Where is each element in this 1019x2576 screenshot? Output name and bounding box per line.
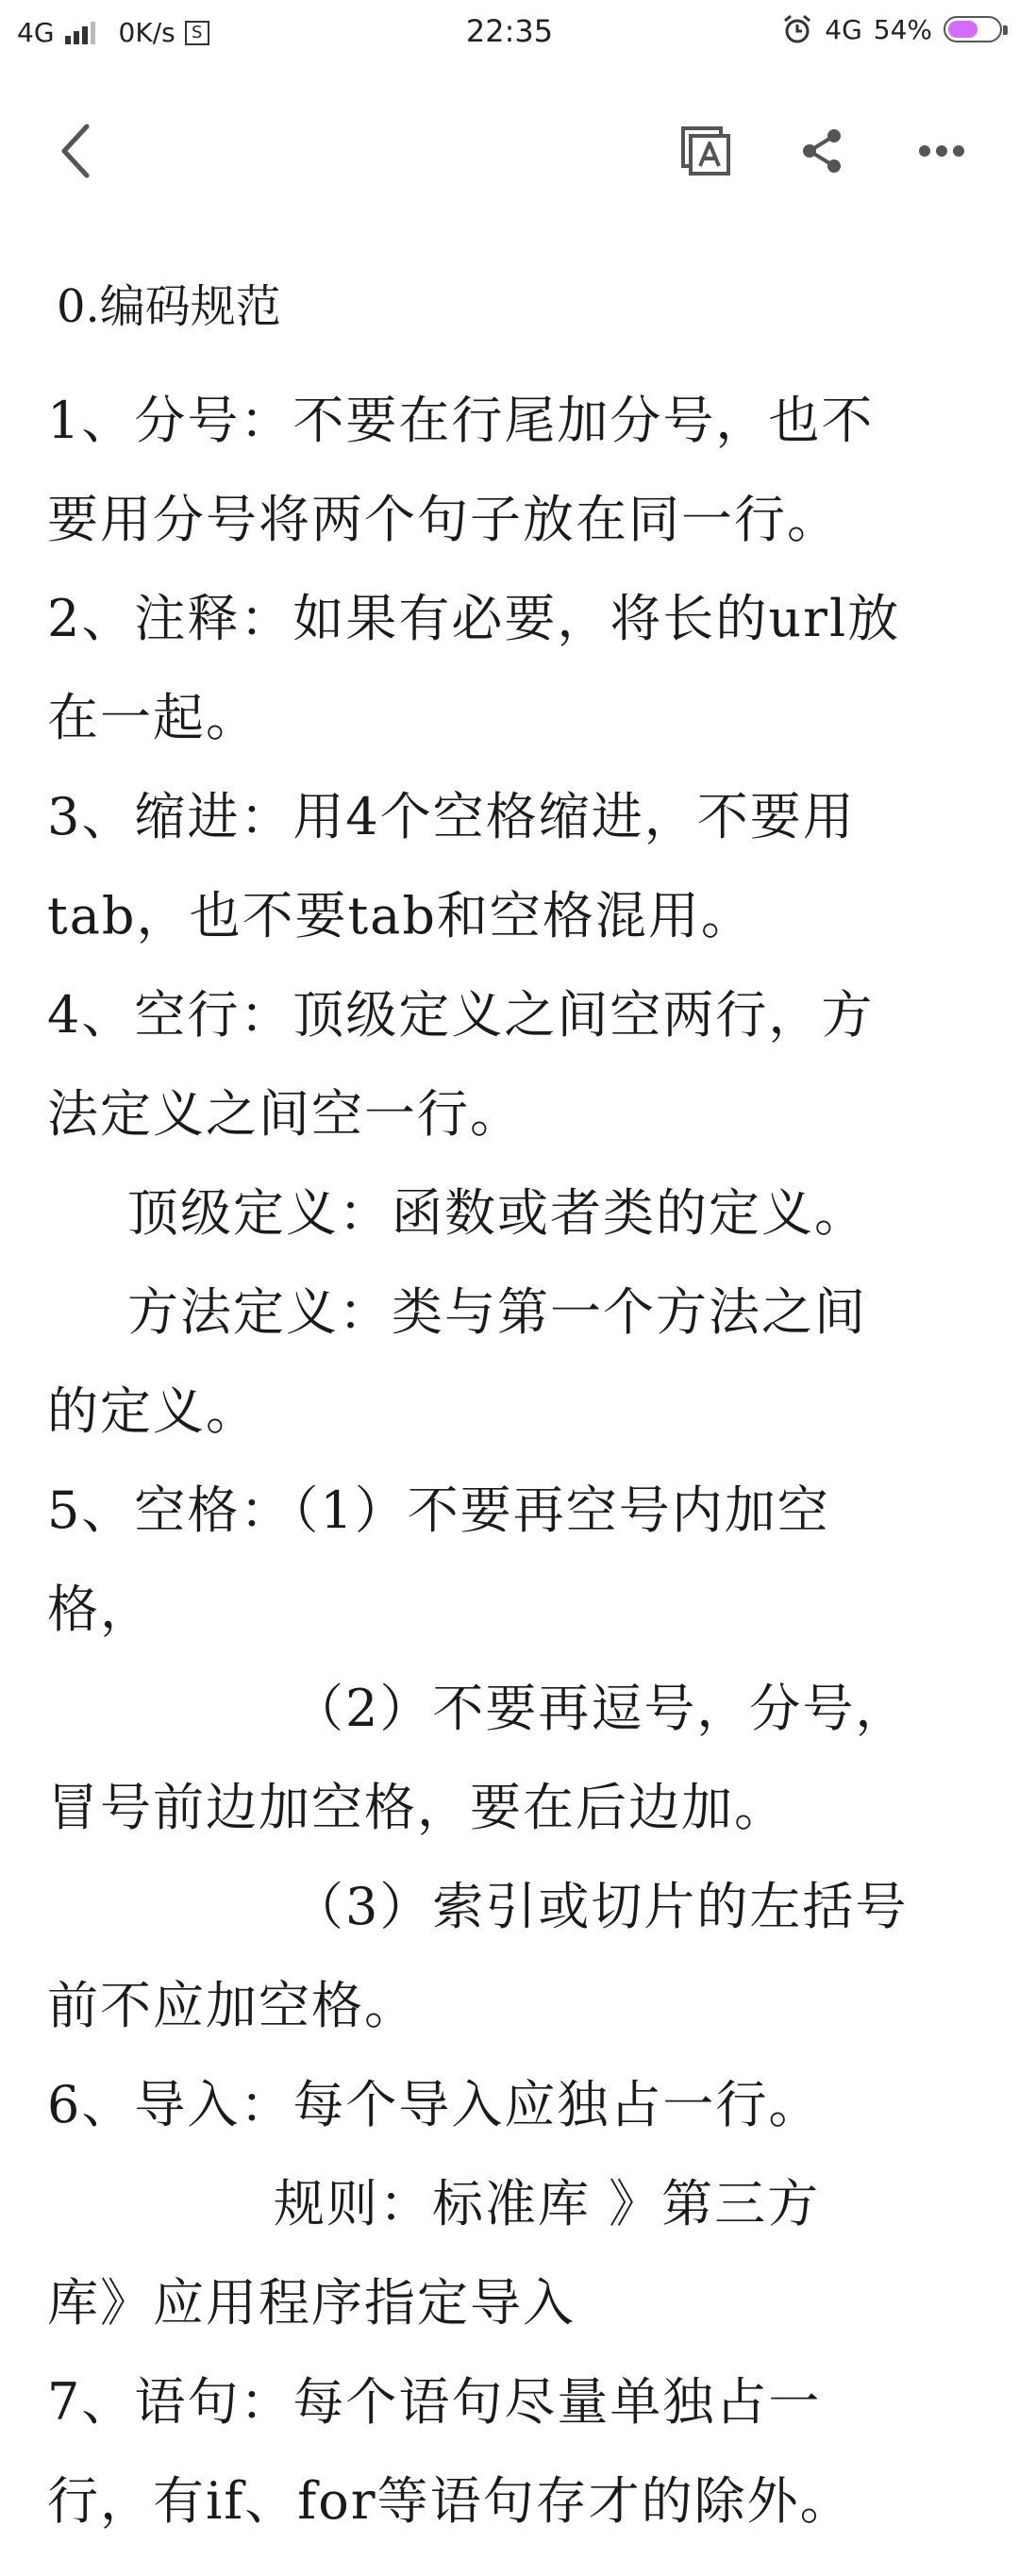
top-toolbar xyxy=(0,94,1019,208)
more-horizontal-icon xyxy=(918,144,965,158)
share-button[interactable] xyxy=(785,113,860,189)
text-line: （3）索引或切片的左括号 xyxy=(292,1877,909,1936)
status-bar xyxy=(0,0,1019,66)
text-line: 库》应用程序指定导入 xyxy=(47,2273,576,2333)
text-line: 规则：标准库 》第三方 xyxy=(274,2174,821,2233)
translate-button[interactable] xyxy=(668,113,743,189)
text-line: 2、注释：如果有必要，将长的url放 xyxy=(47,589,901,648)
network-label-left: 4G xyxy=(17,17,55,48)
text-line: 前不应加空格。 xyxy=(47,1976,417,2035)
battery-level-fill xyxy=(948,21,977,38)
text-line: 顶级定义：函数或者类的定义。 xyxy=(127,1183,867,1243)
network-label-right: 4G xyxy=(825,13,862,45)
share-icon xyxy=(800,126,845,176)
back-button[interactable] xyxy=(38,113,113,189)
battery-icon xyxy=(944,16,1002,42)
text-line: 行，有if、for等语句存才的除外。 xyxy=(47,2471,853,2531)
article-title: 0.编码规范 xyxy=(57,280,281,333)
text-line: 在一起。 xyxy=(47,688,259,747)
text-line: 4、空行：顶级定义之间空两行，方 xyxy=(47,985,875,1045)
text-line: （2）不要再逗号，分号， xyxy=(292,1679,909,1738)
text-line: tab，也不要tab和空格混用。 xyxy=(47,886,754,945)
text-line: 1、分号：不要在行尾加分号，也不 xyxy=(47,391,875,450)
text-line: 格， xyxy=(47,1580,153,1639)
alarm-clock-icon xyxy=(781,13,813,45)
translate-icon xyxy=(679,125,732,177)
chevron-left-icon xyxy=(55,121,96,181)
network-speed: 0K/s xyxy=(118,17,175,48)
clock: 22:35 xyxy=(465,13,554,49)
more-button[interactable] xyxy=(904,113,979,189)
battery-percent: 54% xyxy=(873,13,932,45)
text-line: 7、语句：每个语句尽量单独占一 xyxy=(47,2372,822,2432)
text-line: 法定义之间空一行。 xyxy=(47,1084,523,1144)
text-line: 冒号前边加空格，要在后边加。 xyxy=(47,1778,787,1837)
status-right xyxy=(781,13,1002,45)
text-line: 3、缩进：用4个空格缩进，不要用 xyxy=(47,787,856,846)
text-line: 方法定义：类与第一个方法之间 xyxy=(127,1282,867,1342)
text-line: 5、空格：（1）不要再空号内加空 xyxy=(47,1480,830,1540)
text-line: 6、导入：每个导入应独占一行。 xyxy=(47,2075,822,2134)
text-line: 要用分号将两个句子放在同一行。 xyxy=(47,490,840,549)
text-line: 的定义。 xyxy=(47,1381,259,1441)
s-notification-icon: S xyxy=(185,21,209,45)
